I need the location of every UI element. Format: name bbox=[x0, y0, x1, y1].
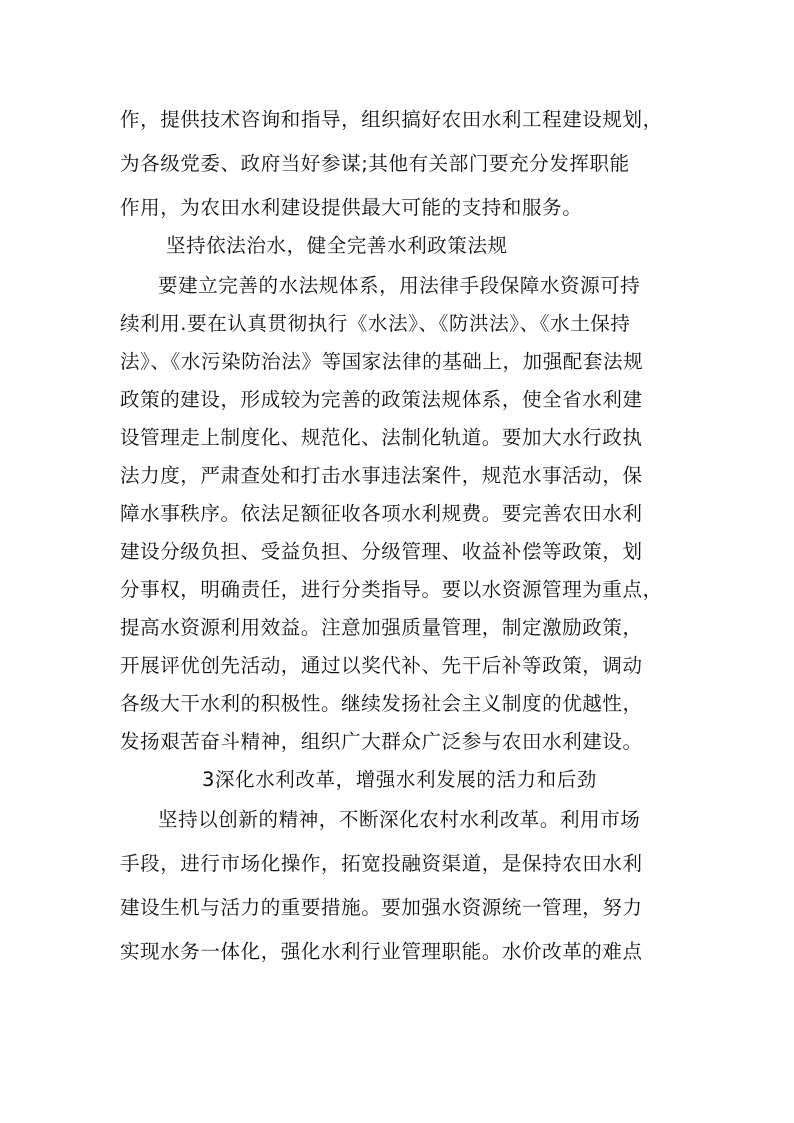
text-line: 续利用.要在认真贯彻执行《水法》、《防洪法》、《水土保持 bbox=[120, 312, 631, 335]
text-line: 政策的建设，形成较为完善的政策法规体系，使全省水利建 bbox=[120, 388, 643, 411]
paragraph-first-line: 要建立完善的水法规体系，用法律手段保障水资源可持 bbox=[158, 274, 641, 297]
text-line: 建设生机与活力的重要措施。要加强水资源统一管理，努力 bbox=[120, 896, 643, 919]
text-line: 建设分级负担、受益负担、分级管理、收益补偿等政策，划 bbox=[120, 540, 643, 563]
text-line: 实现水务一体化，强化水利行业管理职能。水价改革的难点 bbox=[120, 940, 643, 963]
text-line: 为各级党委、政府当好参谋;其他有关部门要充分发挥职能 bbox=[120, 152, 630, 175]
paragraph-first-line: 坚持以创新的精神，不断深化农村水利改革。利用市场 bbox=[158, 808, 641, 831]
text-line: 作，提供技术咨询和指导，组织搞好农田水利工程建设规划， bbox=[120, 108, 663, 131]
text-line: 发扬艰苦奋斗精神，组织广大群众广泛参与农田水利建设。 bbox=[120, 730, 643, 753]
text-line: 法》、《水污染防治法》等国家法律的基础上，加强配套法规 bbox=[120, 350, 644, 373]
text-line: 作用，为农田水利建设提供最大可能的支持和服务。 bbox=[120, 196, 583, 219]
text-line: 法力度，严肃查处和打击水事违法案件，规范水事活动，保 bbox=[120, 464, 643, 487]
text-line: 各级大干水利的积极性。继续发扬社会主义制度的优越性， bbox=[120, 692, 643, 715]
text-line: 开展评优创先活动，通过以奖代补、先干后补等政策，调动 bbox=[120, 654, 643, 677]
section-heading: 坚持依法治水，健全完善水利政策法规 bbox=[166, 234, 508, 257]
text-line: 手段，进行市场化操作，拓宽投融资渠道，是保持农田水利 bbox=[120, 852, 643, 875]
text-line: 分事权，明确责任，进行分类指导。要以水资源管理为重点， bbox=[120, 578, 663, 601]
text-line: 提高水资源利用效益。注意加强质量管理，制定激励政策， bbox=[120, 616, 643, 639]
text-line: 障水事秩序。依法足额征收各项水利规费。要完善农田水利 bbox=[120, 502, 643, 525]
text-line: 设管理走上制度化、规范化、法制化轨道。要加大水行政执 bbox=[120, 426, 643, 449]
section-heading: 3深化水利改革，增强水利发展的活力和后劲 bbox=[202, 768, 597, 791]
